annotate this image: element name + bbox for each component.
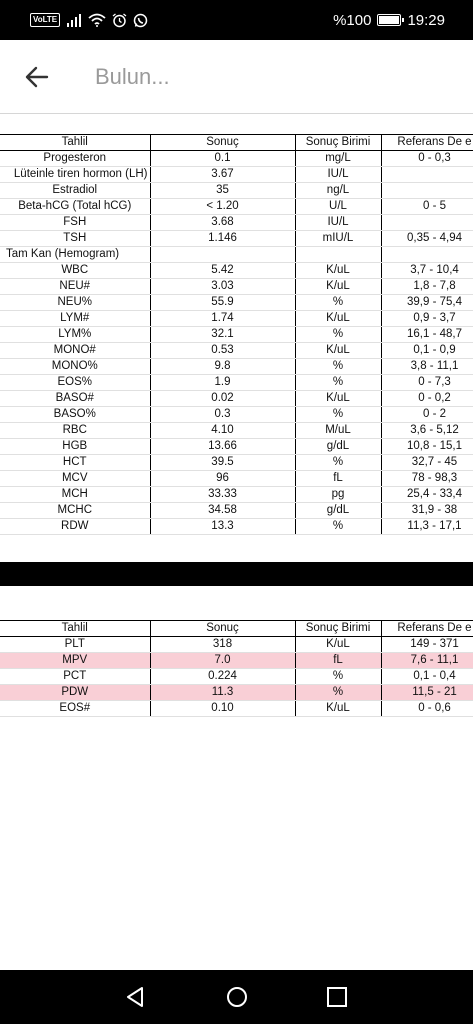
cell-referans: 39,9 - 75,4: [381, 295, 473, 311]
cell-birim: %: [295, 519, 381, 535]
nav-recents-icon[interactable]: [324, 984, 350, 1010]
cell-birim: IU/L: [295, 215, 381, 231]
cell-birim: %: [295, 295, 381, 311]
cell-referans: [381, 215, 473, 231]
wifi-icon: [88, 13, 106, 27]
cell-sonuc: 32.1: [150, 327, 295, 343]
table-row: [0, 439, 473, 455]
header-tahlil: Tahlil: [0, 621, 150, 637]
results-table-1: [0, 134, 473, 535]
cell-tahlil: LYM#: [0, 311, 150, 327]
cell-birim: g/dL: [295, 439, 381, 455]
table-row: [0, 247, 473, 263]
cell-birim: K/uL: [295, 391, 381, 407]
table-header-row: [0, 621, 473, 637]
cell-birim: [295, 247, 381, 263]
cell-tahlil: TSH: [0, 231, 150, 247]
table-row: [0, 503, 473, 519]
table-row: [0, 701, 473, 717]
cell-referans: 16,1 - 48,7: [381, 327, 473, 343]
cell-tahlil: PLT: [0, 637, 150, 653]
cell-birim: pg: [295, 487, 381, 503]
table-row: [0, 231, 473, 247]
cell-birim: K/uL: [295, 279, 381, 295]
cell-tahlil: Progesteron: [0, 151, 150, 167]
cell-sonuc: 0.10: [150, 701, 295, 717]
cell-referans: [381, 247, 473, 263]
table-row: [0, 183, 473, 199]
cell-sonuc: [150, 247, 295, 263]
cell-sonuc: 0.02: [150, 391, 295, 407]
cell-referans: 25,4 - 33,4: [381, 487, 473, 503]
cell-tahlil: EOS%: [0, 375, 150, 391]
nav-back-icon[interactable]: [122, 984, 148, 1010]
cell-sonuc: 0.3: [150, 407, 295, 423]
cell-tahlil: PCT: [0, 669, 150, 685]
table-row: [0, 423, 473, 439]
cell-sonuc: 7.0: [150, 653, 295, 669]
cell-tahlil: BASO#: [0, 391, 150, 407]
cell-referans: 31,9 - 38: [381, 503, 473, 519]
cell-tahlil: MONO#: [0, 343, 150, 359]
cell-referans: 0 - 5: [381, 199, 473, 215]
cell-referans: 32,7 - 45: [381, 455, 473, 471]
cell-sonuc: 9.8: [150, 359, 295, 375]
cell-referans: 7,6 - 11,1: [381, 653, 473, 669]
cell-sonuc: 35: [150, 183, 295, 199]
clock: 19:29: [407, 11, 445, 29]
cell-sonuc: 0.53: [150, 343, 295, 359]
table-row: [0, 343, 473, 359]
cell-tahlil: Lüteinle tiren hormon (LH): [0, 167, 150, 183]
cell-birim: K/uL: [295, 311, 381, 327]
cell-referans: 3,6 - 5,12: [381, 423, 473, 439]
cell-tahlil: HCT: [0, 455, 150, 471]
cell-sonuc: 13.3: [150, 519, 295, 535]
cell-birim: IU/L: [295, 167, 381, 183]
cell-tahlil: MONO%: [0, 359, 150, 375]
whatsapp-icon: [133, 13, 148, 28]
volte-icon: VoLTE: [30, 13, 60, 27]
cell-birim: %: [295, 455, 381, 471]
cell-sonuc: 0.224: [150, 669, 295, 685]
cell-referans: 1,8 - 7,8: [381, 279, 473, 295]
table-header-row: [0, 135, 473, 151]
cell-sonuc: 3.68: [150, 215, 295, 231]
cell-referans: 0,1 - 0,9: [381, 343, 473, 359]
cell-sonuc: 4.10: [150, 423, 295, 439]
cell-referans: 78 - 98,3: [381, 471, 473, 487]
cell-tahlil: MCHC: [0, 503, 150, 519]
cell-birim: mIU/L: [295, 231, 381, 247]
cell-tahlil: NEU%: [0, 295, 150, 311]
cell-referans: [381, 167, 473, 183]
cell-birim: %: [295, 685, 381, 701]
cell-sonuc: 1.74: [150, 311, 295, 327]
cell-sonuc: 96: [150, 471, 295, 487]
table-row: [0, 263, 473, 279]
cell-referans: 0 - 0,2: [381, 391, 473, 407]
page-separator: [0, 562, 473, 586]
cell-referans: 3,8 - 11,1: [381, 359, 473, 375]
cell-birim: U/L: [295, 199, 381, 215]
cell-referans: 10,8 - 15,1: [381, 439, 473, 455]
cell-birim: fL: [295, 653, 381, 669]
cell-birim: %: [295, 359, 381, 375]
table-row: [0, 653, 473, 669]
cell-tahlil: WBC: [0, 263, 150, 279]
cell-referans: 0 - 2: [381, 407, 473, 423]
cell-sonuc: 34.58: [150, 503, 295, 519]
cell-sonuc: 33.33: [150, 487, 295, 503]
table-row: [0, 311, 473, 327]
cell-birim: K/uL: [295, 637, 381, 653]
cell-sonuc: 13.66: [150, 439, 295, 455]
cell-sonuc: 55.9: [150, 295, 295, 311]
cell-birim: ng/L: [295, 183, 381, 199]
table-1-body: [0, 151, 473, 535]
cell-tahlil: MCV: [0, 471, 150, 487]
cell-birim: mg/L: [295, 151, 381, 167]
table-row: [0, 407, 473, 423]
header-sonuc: Sonuç: [150, 135, 295, 151]
status-icons-right: [333, 10, 445, 30]
header-sonuc: Sonuç: [150, 621, 295, 637]
search-bar: [0, 40, 473, 114]
cell-sonuc: 5.42: [150, 263, 295, 279]
cell-sonuc: 0.1: [150, 151, 295, 167]
table-row: [0, 519, 473, 535]
cell-birim: K/uL: [295, 701, 381, 717]
cell-birim: g/dL: [295, 503, 381, 519]
search-input[interactable]: [95, 60, 435, 94]
cell-birim: M/uL: [295, 423, 381, 439]
cell-birim: %: [295, 375, 381, 391]
battery-percent: %100: [333, 11, 372, 29]
header-tahlil: Tahlil: [0, 135, 150, 151]
cell-tahlil: BASO%: [0, 407, 150, 423]
results-table-2-area: [0, 620, 473, 750]
cell-sonuc: 11.3: [150, 685, 295, 701]
cell-birim: %: [295, 669, 381, 685]
table-row: [0, 637, 473, 653]
cell-tahlil: MPV: [0, 653, 150, 669]
results-table-1-area: [0, 134, 473, 558]
cell-birim: %: [295, 407, 381, 423]
cell-tahlil: RDW: [0, 519, 150, 535]
cell-tahlil: LYM%: [0, 327, 150, 343]
cell-sonuc: 3.03: [150, 279, 295, 295]
table-row: [0, 391, 473, 407]
cell-tahlil: EOS#: [0, 701, 150, 717]
cell-tahlil: Tam Kan (Hemogram): [0, 247, 150, 263]
cell-referans: 0,9 - 3,7: [381, 311, 473, 327]
cell-tahlil: FSH: [0, 215, 150, 231]
alarm-icon: [112, 13, 127, 28]
cell-birim: fL: [295, 471, 381, 487]
cell-referans: 11,5 - 21: [381, 685, 473, 701]
battery-icon: [377, 14, 401, 26]
cell-sonuc: 1.146: [150, 231, 295, 247]
signal-icon: [66, 13, 82, 27]
table-row: [0, 455, 473, 471]
table-row: [0, 487, 473, 503]
cell-referans: 0 - 0,3: [381, 151, 473, 167]
cell-birim: K/uL: [295, 263, 381, 279]
cell-referans: 0 - 7,3: [381, 375, 473, 391]
status-icons-left: [30, 11, 148, 29]
cell-birim: %: [295, 327, 381, 343]
navigation-bar: [0, 970, 473, 1024]
cell-tahlil: MCH: [0, 487, 150, 503]
table-row: [0, 471, 473, 487]
cell-referans: [381, 183, 473, 199]
table-row: [0, 327, 473, 343]
header-sonuc-birimi: Sonuç Birimi: [295, 135, 381, 151]
cell-birim: K/uL: [295, 343, 381, 359]
cell-referans: 149 - 371: [381, 637, 473, 653]
results-table-2: [0, 620, 473, 717]
header-referans: Referans De e: [381, 135, 473, 151]
status-bar: [0, 0, 473, 40]
table-row: [0, 199, 473, 215]
cell-referans: 11,3 - 17,1: [381, 519, 473, 535]
table-row: [0, 167, 473, 183]
table-row: [0, 215, 473, 231]
nav-home-icon[interactable]: [224, 984, 250, 1010]
cell-sonuc: 3.67: [150, 167, 295, 183]
header-sonuc-birimi: Sonuç Birimi: [295, 621, 381, 637]
cell-tahlil: Estradiol: [0, 183, 150, 199]
cell-sonuc: 1.9: [150, 375, 295, 391]
cell-tahlil: HGB: [0, 439, 150, 455]
table-row: [0, 295, 473, 311]
cell-tahlil: PDW: [0, 685, 150, 701]
table-row: [0, 375, 473, 391]
table-row: [0, 151, 473, 167]
table-2-body: [0, 637, 473, 717]
cell-sonuc: < 1.20: [150, 199, 295, 215]
cell-sonuc: 318: [150, 637, 295, 653]
cell-sonuc: 39.5: [150, 455, 295, 471]
cell-referans: 0 - 0,6: [381, 701, 473, 717]
table-row: [0, 685, 473, 701]
cell-referans: 3,7 - 10,4: [381, 263, 473, 279]
table-row: [0, 669, 473, 685]
cell-tahlil: NEU#: [0, 279, 150, 295]
header-referans: Referans De e: [381, 621, 473, 637]
cell-tahlil: RBC: [0, 423, 150, 439]
cell-tahlil: Beta-hCG (Total hCG): [0, 199, 150, 215]
back-arrow-icon[interactable]: [22, 62, 52, 92]
table-row: [0, 359, 473, 375]
table-row: [0, 279, 473, 295]
cell-referans: 0,35 - 4,94: [381, 231, 473, 247]
cell-referans: 0,1 - 0,4: [381, 669, 473, 685]
